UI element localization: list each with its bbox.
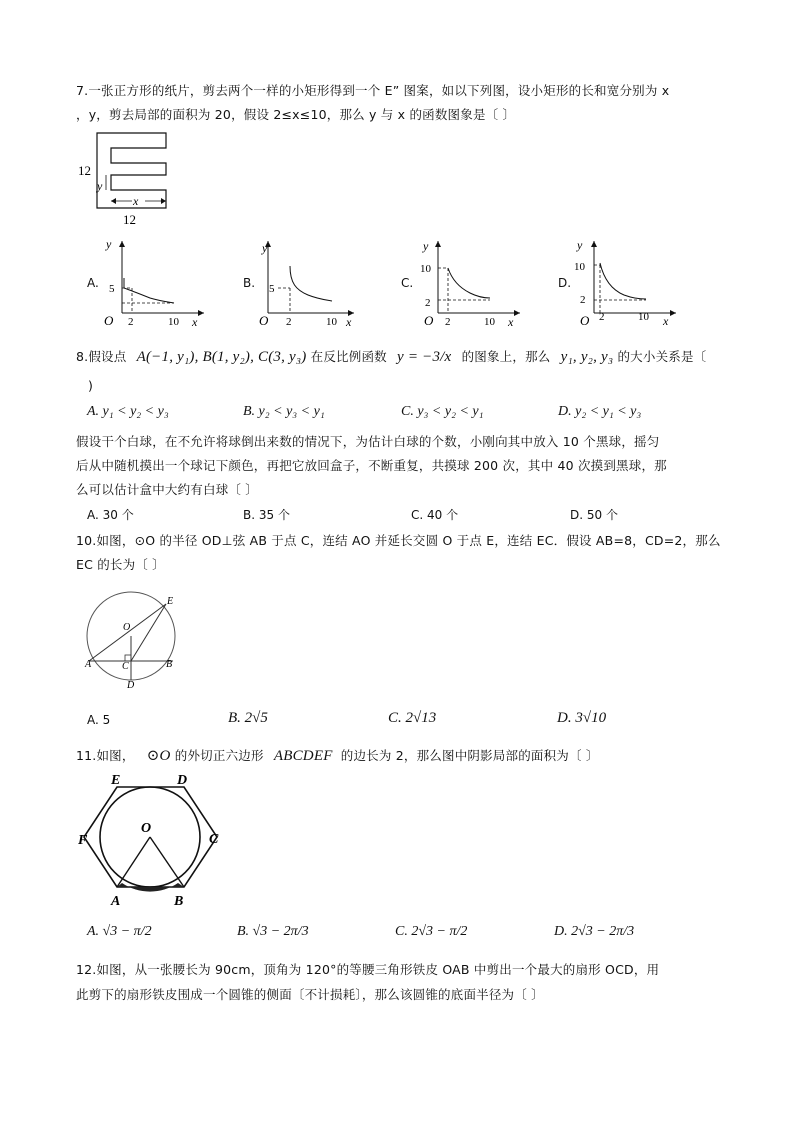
q12-line2: 此剪下的扇形铁皮围成一个圆锥的侧面〔不计损耗〕，那么该圆锥的底面半径为〔 〕 <box>76 987 544 1002</box>
q11-circle: ⊙O <box>146 748 171 764</box>
svg-text:F: F <box>78 833 88 848</box>
q7-side-label: 12 <box>78 163 91 178</box>
svg-text:D: D <box>177 773 188 788</box>
svg-text:C: C <box>122 661 129 672</box>
svg-text:O: O <box>580 313 590 328</box>
svg-text:5: 5 <box>269 283 275 295</box>
q10-circle-figure <box>80 592 190 692</box>
q7-line2: ，y，剪去局部的面积为 20，假设 2≤x≤10，那么 y 与 x 的函数图象是〔 〕 <box>76 107 516 122</box>
q7-option-c-letter: C. <box>401 276 414 290</box>
svg-text:5: 5 <box>109 283 115 295</box>
q7-option-b-letter: B. <box>243 276 256 290</box>
q12-line1: 12.如图，从一张腰长为 90cm，顶角为 120°的等腰三角形铁皮 OAB 中剪出一个最大的扇形 OCD，用 <box>76 962 660 977</box>
svg-text:y: y <box>262 241 268 255</box>
q7-x-label: x <box>133 194 139 208</box>
q8-line1: 8.假设点 A(−1, y₁), B(1, y₂), C(3, y₃) 在反比例函数 y = −3/x 的图象上，那么 y₁, y₂, y₃ 的大小关系是〔 <box>76 349 707 365</box>
svg-text:x: x <box>508 315 514 329</box>
q11-hexagon-name: ABCDEF <box>273 748 333 764</box>
q8-line2: ) <box>88 378 94 393</box>
q11-hexagon-figure <box>78 770 228 910</box>
svg-text:O: O <box>104 313 114 328</box>
q7-option-a-letter: A. <box>87 276 99 290</box>
q11-option-c: C. 2√3 − π/2 <box>395 924 468 939</box>
svg-text:x: x <box>346 315 352 329</box>
svg-text:E: E <box>111 773 121 788</box>
q7-y-label: y <box>97 179 103 193</box>
svg-text:A: A <box>111 894 121 909</box>
svg-text:10: 10 <box>420 263 431 275</box>
svg-text:D: D <box>127 680 135 691</box>
svg-text:10: 10 <box>484 316 495 328</box>
svg-text:y: y <box>423 239 429 253</box>
q8-option-b: B. y₂ < y₃ < y₁ <box>243 404 325 419</box>
svg-text:O: O <box>141 821 152 836</box>
q11-option-d: D. 2√3 − 2π/3 <box>554 924 635 939</box>
svg-text:B: B <box>174 894 184 909</box>
q7-graph-c <box>416 238 526 333</box>
svg-text:O: O <box>123 622 131 633</box>
q11-line1: 11.如图， ⊙O 的外切正六边形 ABCDEF 的边长为 2，那么图中阴影局部的面积为〔 〕 <box>76 748 599 764</box>
svg-text:2: 2 <box>425 297 431 309</box>
q8-points: A(−1, y₁), B(1, y₂), C(3, y₃) <box>136 349 307 365</box>
svg-text:2: 2 <box>445 316 451 328</box>
svg-text:2: 2 <box>599 311 605 323</box>
svg-text:y: y <box>106 237 112 251</box>
svg-text:A: A <box>85 659 92 670</box>
q7-option-d-letter: D. <box>558 276 572 290</box>
q9-line3: 么可以估计盒中大约有白球〔 〕 <box>76 482 258 497</box>
q7-graph-a <box>100 238 210 333</box>
q10-option-d: D. 3√10 <box>557 710 607 726</box>
svg-text:10: 10 <box>574 261 585 273</box>
svg-text:2: 2 <box>286 316 292 328</box>
svg-text:2: 2 <box>128 316 134 328</box>
svg-text:10: 10 <box>168 316 179 328</box>
q9-option-a: A. 30 个 <box>87 508 134 522</box>
svg-text:2: 2 <box>580 294 586 306</box>
svg-text:B: B <box>166 659 173 670</box>
q11-option-b: B. √3 − 2π/3 <box>237 924 309 939</box>
q9-option-d: D. 50 个 <box>570 508 618 522</box>
q9-option-b: B. 35 个 <box>243 508 290 522</box>
svg-text:C: C <box>209 832 219 847</box>
svg-text:O: O <box>259 313 269 328</box>
svg-text:O: O <box>424 313 434 328</box>
q10-option-a: A. 5 <box>87 713 111 727</box>
q9-option-c: C. 40 个 <box>411 508 459 522</box>
q10-option-c: C. 2√13 <box>388 710 437 726</box>
q7-graph-d <box>572 238 682 333</box>
q8-option-c: C. y₃ < y₂ < y₁ <box>401 404 484 419</box>
q7-bottom-label: 12 <box>123 212 136 227</box>
q9-line1: 假设干个白球，在不允许将球倒出来数的情况下，为估计白球的个数，小刚向其中放入 10 个黑球，摇匀 <box>76 434 660 449</box>
svg-text:10: 10 <box>638 311 649 323</box>
q10-option-b: B. 2√5 <box>228 710 268 726</box>
svg-text:x: x <box>663 314 669 328</box>
q10-line2: EC 的长为〔 〕 <box>76 557 165 572</box>
svg-text:y: y <box>577 238 583 252</box>
svg-text:E: E <box>167 596 174 607</box>
q10-line1: 10.如图，⊙O 的半径 OD⊥弦 AB 于点 C，连结 AO 并延长交圆 O 于点 E，连结 EC．假设 AB=8，CD=2，那么 <box>76 533 721 548</box>
q7-e-figure <box>76 128 186 228</box>
q11-option-a: A. √3 − π/2 <box>87 924 152 939</box>
q7-graph-b <box>256 238 366 333</box>
q8-function: y = −3/x <box>397 349 452 365</box>
q7-line1: 7.一张正方形的纸片，剪去两个一样的小矩形得到一个 E” 图案，如以下列图，设小矩形的长和宽分别为 x <box>76 83 670 98</box>
svg-text:x: x <box>192 315 198 329</box>
q8-vars: y₁, y₂, y₃ <box>560 349 614 365</box>
q8-option-a: A. y₁ < y₂ < y₃ <box>87 404 169 419</box>
q9-line2: 后从中随机摸出一个球记下颜色，再把它放回盒子，不断重复，共摸球 200 次，其中 40 次摸到黑球，那 <box>76 458 667 473</box>
svg-text:10: 10 <box>326 316 337 328</box>
q8-option-d: D. y₂ < y₁ < y₃ <box>558 404 642 419</box>
